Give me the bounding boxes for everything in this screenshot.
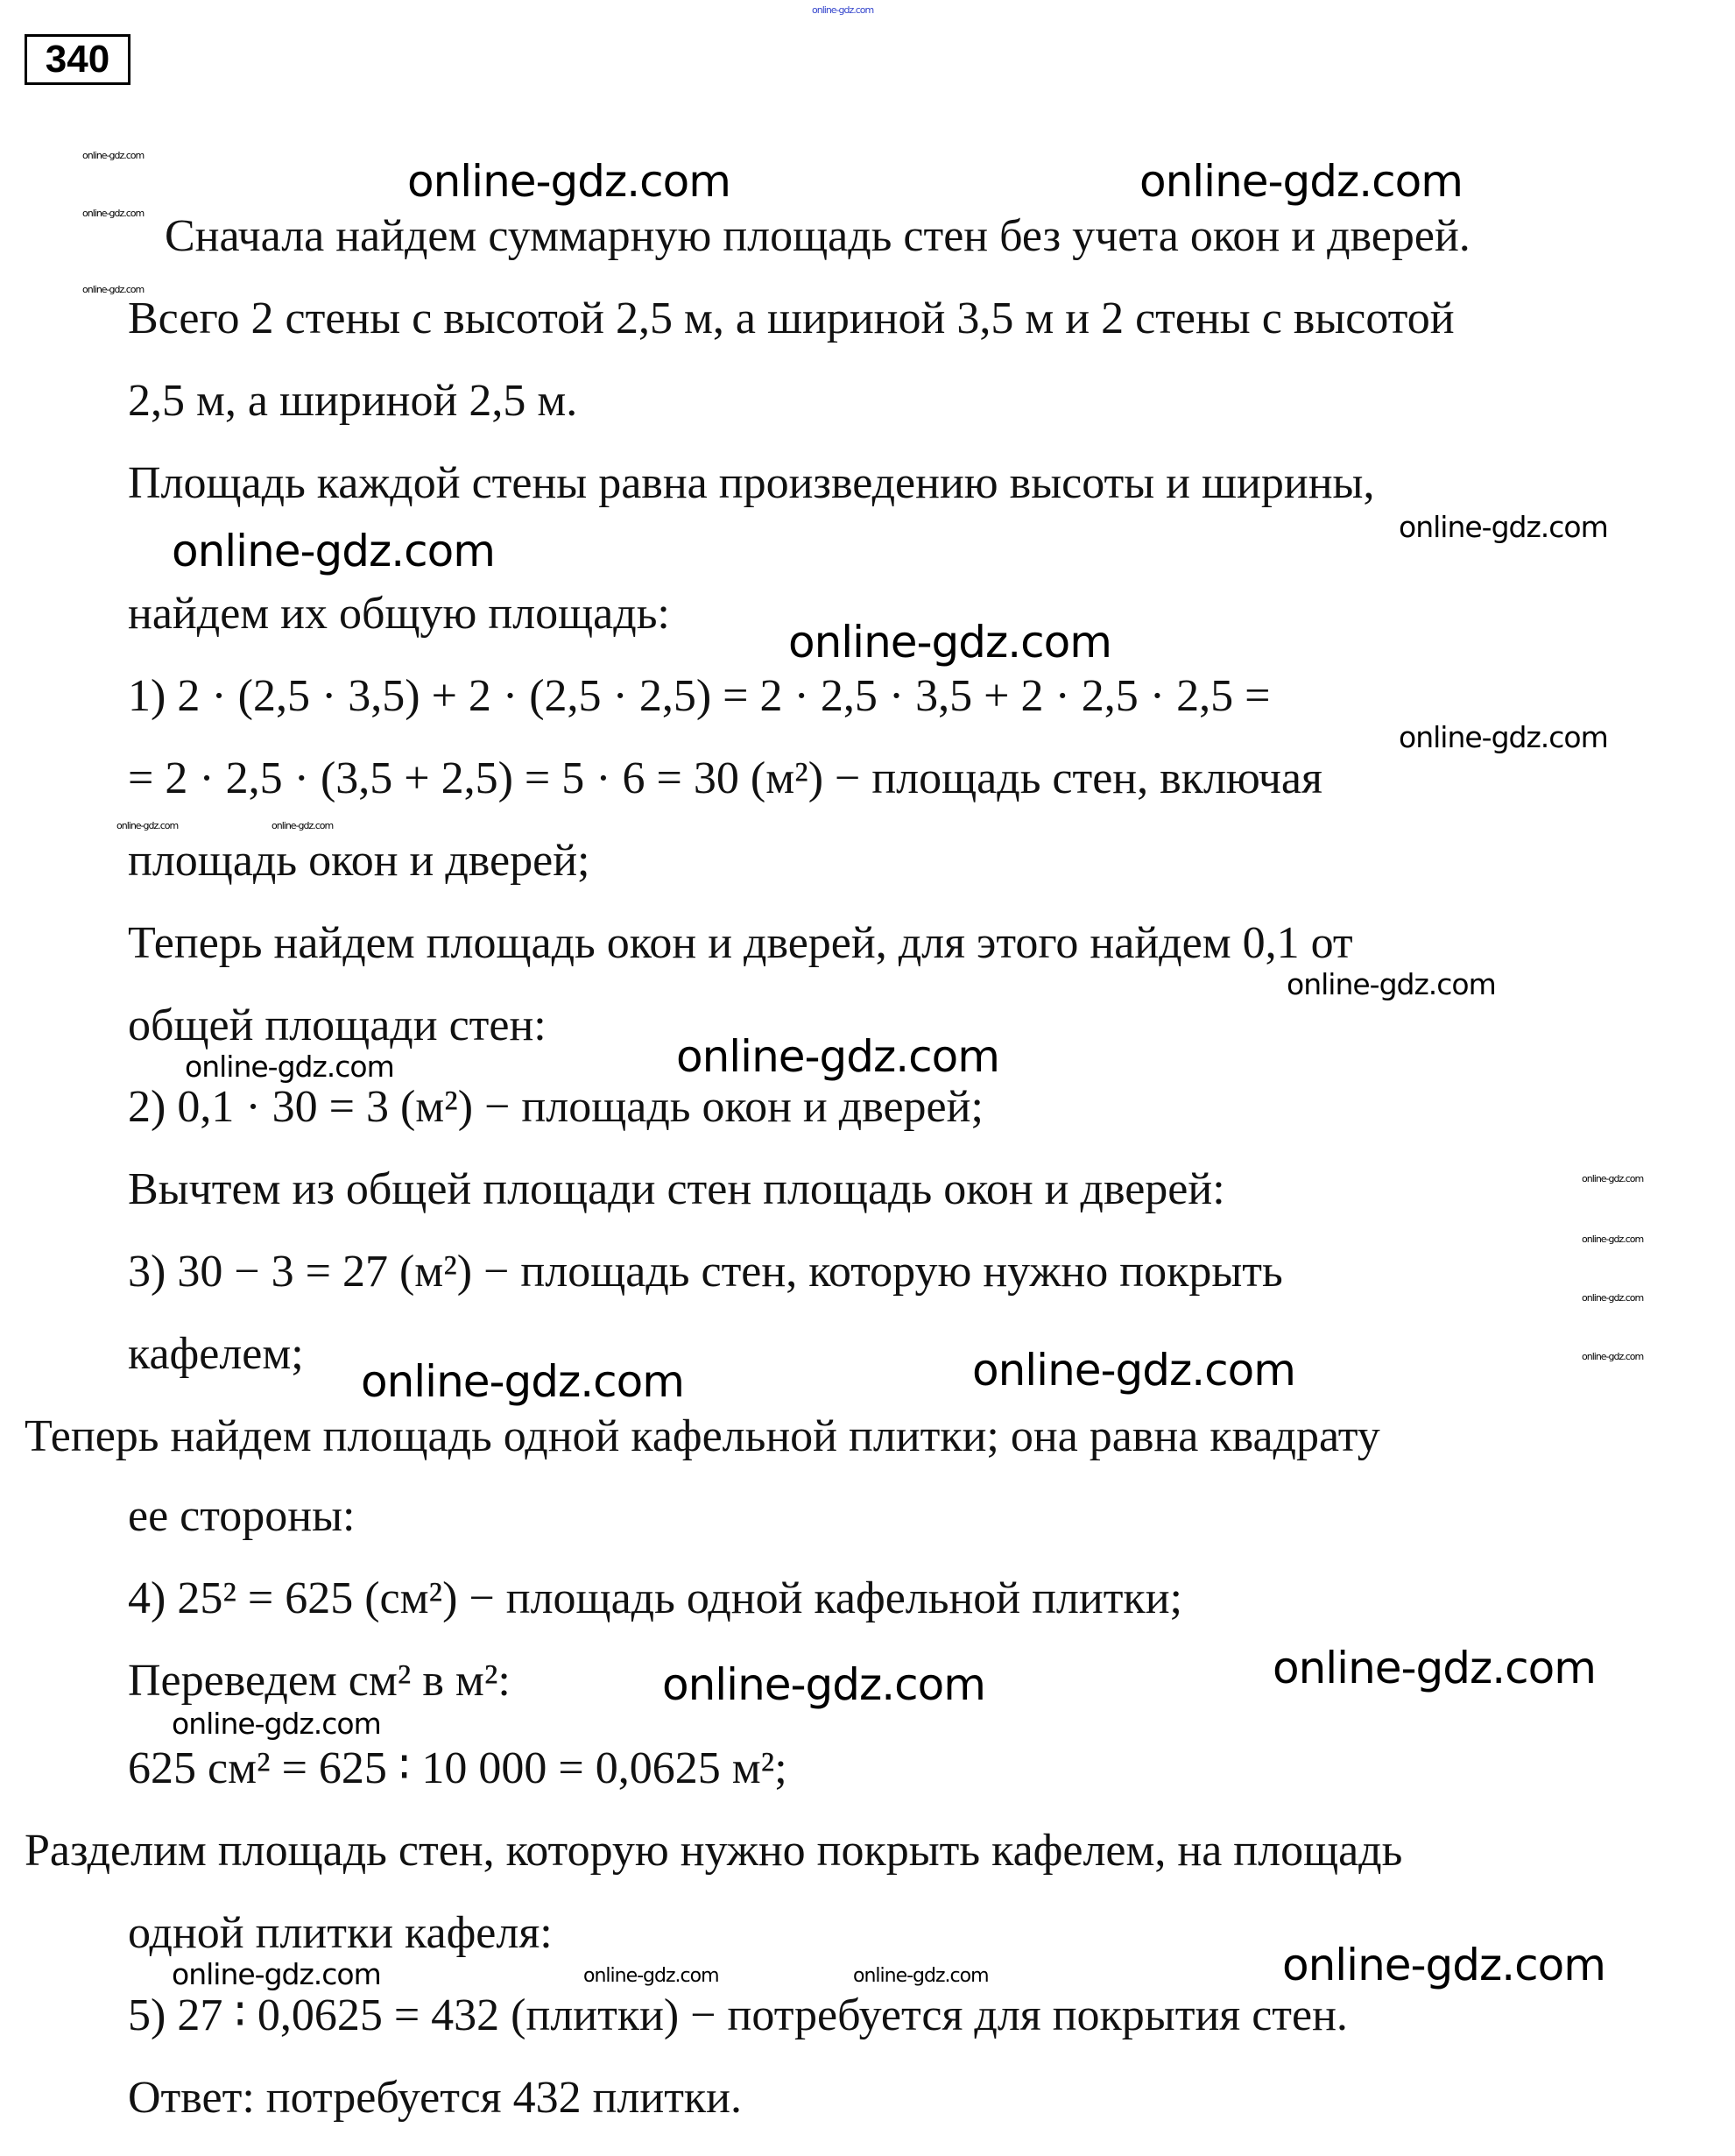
solution-line: 625 см² = 625 ∶ 10 000 = 0,0625 м²;: [128, 1743, 787, 1793]
watermark: online-gdz.com: [82, 208, 145, 219]
watermark: online-gdz.com: [272, 820, 334, 831]
solution-line: Сначала найдем суммарную площадь стен без учета окон и дверей.: [165, 211, 1471, 261]
watermark: online-gdz.com: [1582, 1173, 1644, 1184]
watermark: online-gdz.com: [82, 150, 145, 161]
watermark: online-gdz.com: [116, 820, 179, 831]
solution-line: Теперь найдем площадь окон и дверей, для этого найдем 0,1 от: [128, 918, 1353, 968]
watermark: online-gdz.com: [788, 617, 1111, 668]
solution-line: кафелем;: [128, 1329, 304, 1379]
watermark: online-gdz.com: [676, 1031, 999, 1082]
solution-line: ее стороны:: [128, 1491, 356, 1541]
watermark: online-gdz.com: [361, 1356, 684, 1407]
watermark: online-gdz.com: [1399, 720, 1608, 754]
solution-line: Ответ: потребуется 432 плитки.: [128, 2073, 743, 2123]
watermark: online-gdz.com: [1139, 156, 1463, 207]
watermark: online-gdz.com: [1582, 1234, 1644, 1245]
watermark: online-gdz.com: [972, 1345, 1295, 1396]
solution-line: площадь окон и дверей;: [128, 836, 590, 886]
solution-line: Площадь каждой стены равна произведению высоты и ширины,: [128, 458, 1375, 508]
watermark: online-gdz.com: [1282, 1940, 1605, 1990]
watermark: online-gdz.com: [82, 284, 145, 295]
watermark: online-gdz.com: [1273, 1643, 1596, 1693]
solution-line: 2,5 м, а шириной 2,5 м.: [128, 376, 578, 426]
problem-number-box: 340: [25, 34, 130, 85]
solution-line: 3) 30 − 3 = 27 (м²) − площадь стен, которую нужно покрыть: [128, 1247, 1283, 1297]
watermark: online-gdz.com: [662, 1659, 985, 1710]
watermark: online-gdz.com: [853, 1965, 989, 1987]
solution-line: 1) 2 · (2,5 · 3,5) + 2 · (2,5 · 2,5) = 2 · 2,5 · 3,5 + 2 · 2,5 · 2,5 =: [128, 671, 1271, 721]
solution-line: найдем их общую площадь:: [128, 589, 670, 639]
watermark: online-gdz.com: [1399, 510, 1608, 544]
solution-line: 5) 27 ∶ 0,0625 = 432 (плитки) − потребуется для покрытия стен.: [128, 1990, 1348, 2040]
solution-line: общей площади стен:: [128, 1000, 547, 1050]
watermark: online-gdz.com: [172, 1957, 381, 1991]
watermark: online-gdz.com: [172, 526, 495, 576]
solution-line: Вычтем из общей площади стен площадь окон и дверей:: [128, 1164, 1225, 1214]
watermark: online-gdz.com: [172, 1707, 381, 1741]
solution-line: Разделим площадь стен, которую нужно покрыть кафелем, на площадь: [25, 1826, 1403, 1876]
watermark: online-gdz.com: [407, 156, 730, 207]
watermark: online-gdz.com: [1287, 967, 1496, 1001]
watermark: online-gdz.com: [1582, 1292, 1644, 1304]
watermark: online-gdz.com: [812, 4, 874, 16]
solution-line: 4) 25² = 625 (см²) − площадь одной кафельной плитки;: [128, 1573, 1182, 1623]
solution-line: = 2 · 2,5 · (3,5 + 2,5) = 5 · 6 = 30 (м²) − площадь стен, включая: [128, 753, 1322, 803]
solution-line: Всего 2 стены с высотой 2,5 м, а шириной 3,5 м и 2 стены с высотой: [128, 293, 1455, 343]
solution-line: Теперь найдем площадь одной кафельной плитки; она равна квадрату: [25, 1411, 1380, 1461]
watermark: online-gdz.com: [583, 1965, 719, 1987]
solution-line: 2) 0,1 · 30 = 3 (м²) − площадь окон и дверей;: [128, 1082, 984, 1132]
watermark: online-gdz.com: [1582, 1351, 1644, 1362]
solution-line: Переведем см² в м²:: [128, 1656, 511, 1706]
watermark: online-gdz.com: [185, 1050, 394, 1084]
solution-line: одной плитки кафеля:: [128, 1908, 553, 1958]
